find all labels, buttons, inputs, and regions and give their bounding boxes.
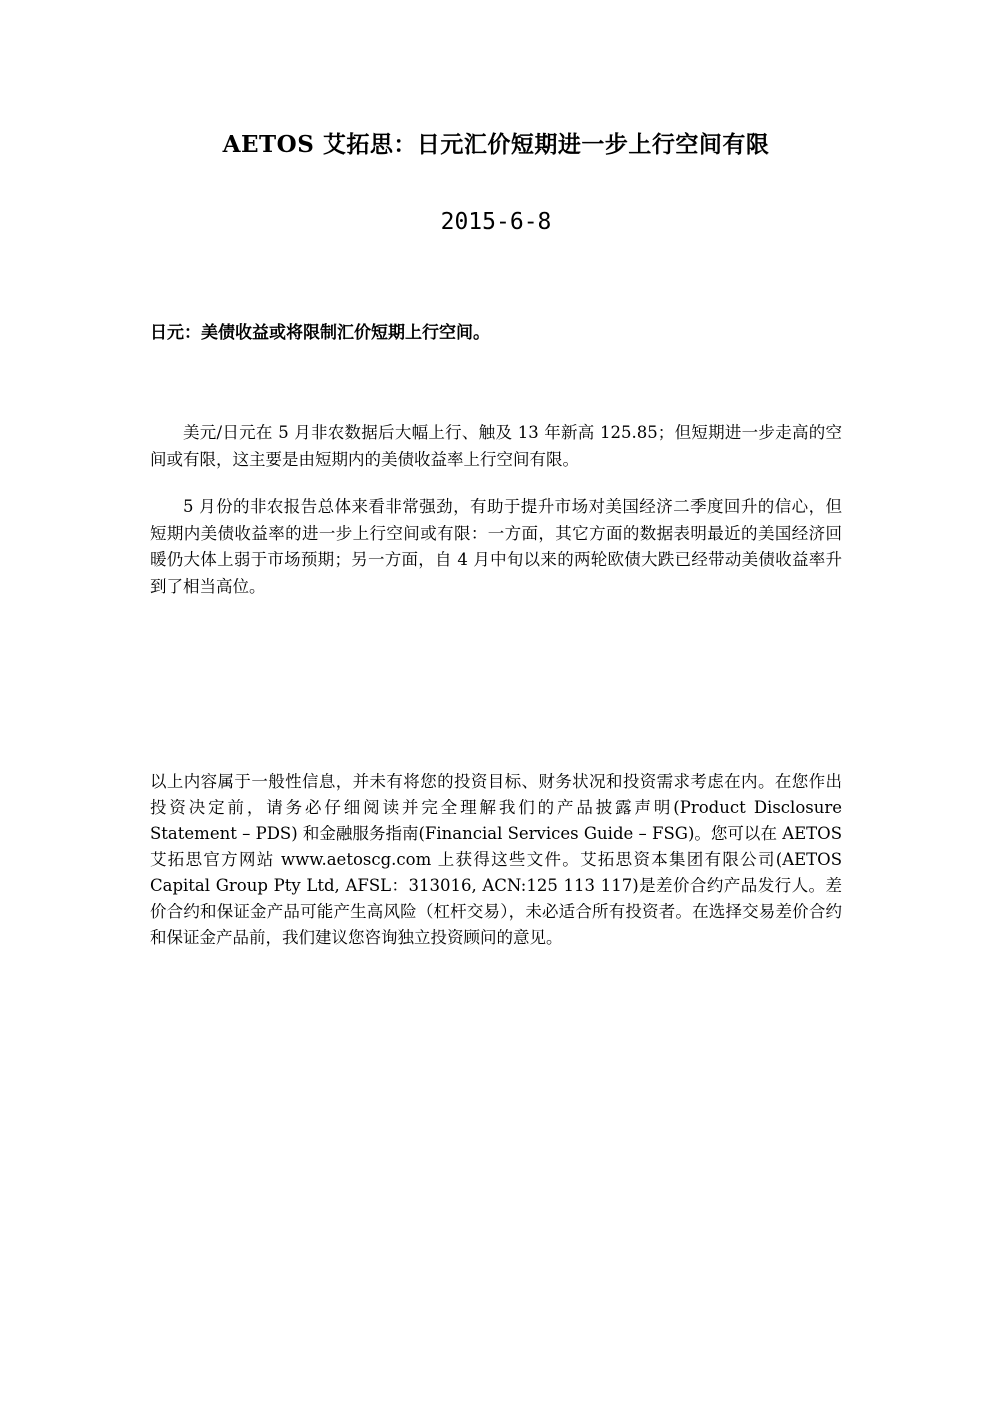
paragraph-text: 美元/日元在 5 月非农数据后大幅上行、触及 13 年新高 125.85；但短期进一步走高的空间或有限，这主要是由短期内的美债收益率上行空间有限。	[150, 423, 842, 469]
paragraph-text: 5 月份的非农报告总体来看非常强劲，有助于提升市场对美国经济二季度回升的信心，但短期内美债收益率的进一步上行空间或有限：一方面，其它方面的数据表明最近的美国经济回暖仍大体上弱于市场预期；另一方面，自 4 月中旬以来的两轮欧债大跌已经带动美债收益率升到了相当高位。	[150, 497, 842, 596]
disclaimer-text: 以上内容属于一般性信息，并未有将您的投资目标、财务状况和投资需求考虑在内。在您作出投资决定前，请务必仔细阅读并完全理解我们的产品披露声明(Product Disclosure Statement – PDS) 和金融服务指南(Financial Services Guide – FSG)。您可以在 AETOS 艾拓思官方网站 www.aetoscg.com 上获得这些文件。艾拓思资本集团有限公司(AETOS Capital Group Pty Ltd, AFSL：313016, ACN:125 113 117)是差价合约产品发行人。差价合约和保证金产品可能产生高风险（杠杆交易），未必适合所有投资者。在选择交易差价合约和保证金产品前，我们建议您咨询独立投资顾问的意见。	[150, 772, 842, 947]
section-subheading: 日元：美债收益或将限制汇价短期上行空间。	[150, 323, 490, 343]
body-paragraph-1	[150, 420, 842, 473]
document-title: AETOS 艾拓思：日元汇价短期进一步上行空间有限	[222, 131, 770, 158]
body-paragraph-2	[150, 494, 842, 600]
document-date: 2015-6-8	[440, 209, 552, 235]
disclaimer-block	[150, 769, 842, 951]
